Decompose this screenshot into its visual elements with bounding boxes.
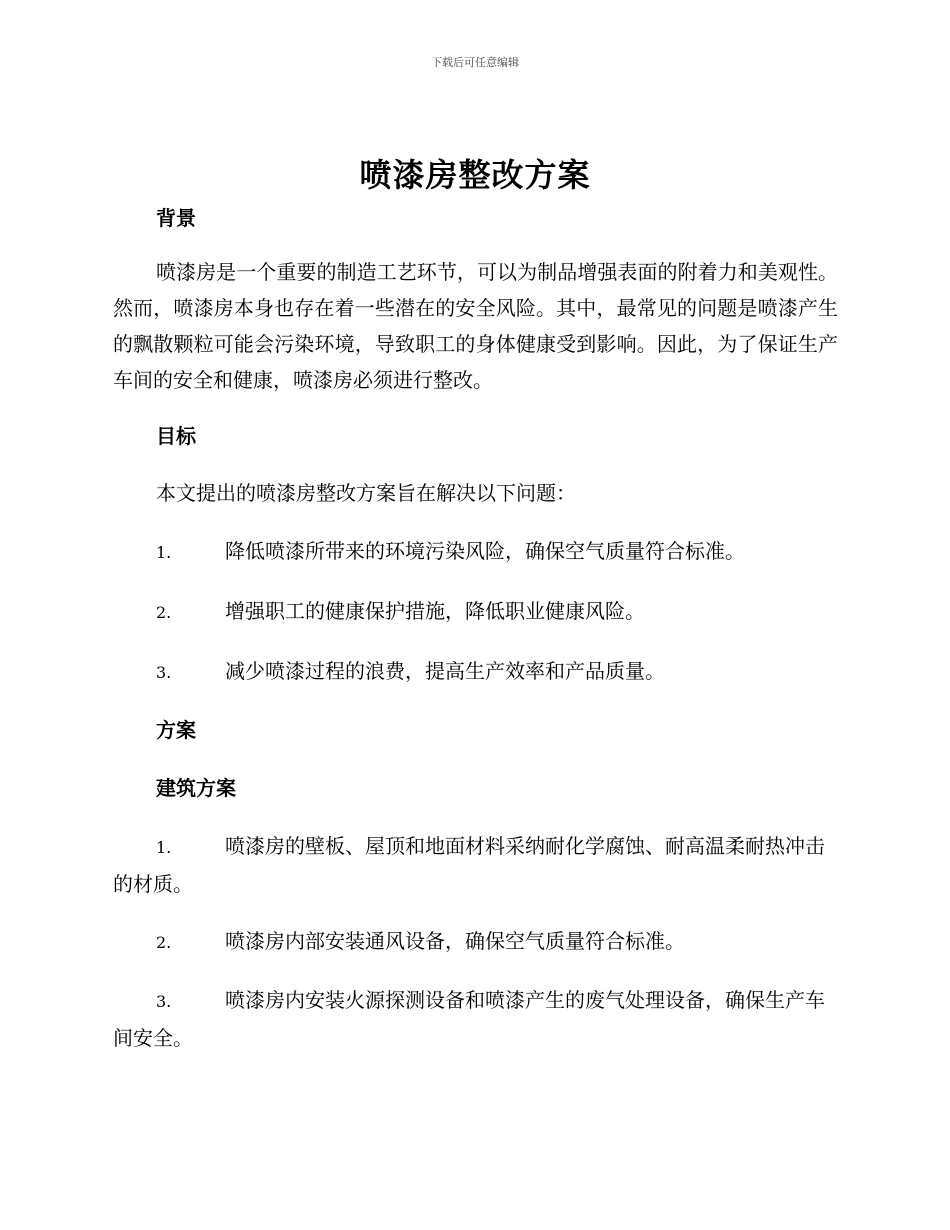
plan-list-item [113, 924, 838, 960]
list-text: 喷漆房内安装火源探测设备和喷漆产生的废气处理设备，确保生产车间安全。 [113, 988, 825, 1050]
goal-intro: 本文提出的喷漆房整改方案旨在解决以下问题： [156, 481, 576, 505]
goal-list-item [113, 654, 838, 690]
list-number: 3. [156, 992, 172, 1011]
list-number: 1. [156, 543, 172, 562]
list-number: 1. [156, 838, 172, 857]
plan-list-item [113, 982, 838, 1056]
background-paragraph: 喷漆房是一个重要的制造工艺环节，可以为制品增强表面的附着力和美观性。然而，喷漆房本身也存在着一些潜在的安全风险。其中，最常见的问题是喷漆产生的飘散颗粒可能会污染环境，导致职工的身体健康受到影响。因此，为了保证生产车间的安全和健康，喷漆房必须进行整改。 [113, 260, 838, 392]
goal-list-item [113, 594, 838, 630]
list-text: 降低喷漆所带来的环境污染风险，确保空气质量符合标准。 [225, 539, 745, 563]
list-text: 喷漆房内部安装通风设备，确保空气质量符合标准。 [225, 929, 685, 953]
document-body [113, 202, 838, 1056]
list-number: 3. [156, 663, 172, 682]
document-title: 喷漆房整改方案 [359, 156, 591, 194]
list-text: 减少喷漆过程的浪费，提高生产效率和产品质量。 [225, 659, 665, 683]
section-heading-plan: 方案 [156, 718, 196, 742]
plan-list-item [113, 828, 838, 902]
list-number: 2. [156, 603, 172, 622]
goal-list-item [113, 534, 838, 570]
section-heading-background: 背景 [156, 206, 196, 230]
list-text: 增强职工的健康保护措施，降低职业健康风险。 [225, 599, 645, 623]
section-heading-goal: 目标 [156, 424, 196, 448]
list-text: 喷漆房的壁板、屋顶和地面材料采纳耐化学腐蚀、耐高温柔耐热冲击的材质。 [113, 834, 825, 896]
list-number: 2. [156, 933, 172, 952]
subsection-heading-building: 建筑方案 [156, 776, 236, 800]
page-header-note: 下载后可任意编辑 [431, 56, 519, 69]
